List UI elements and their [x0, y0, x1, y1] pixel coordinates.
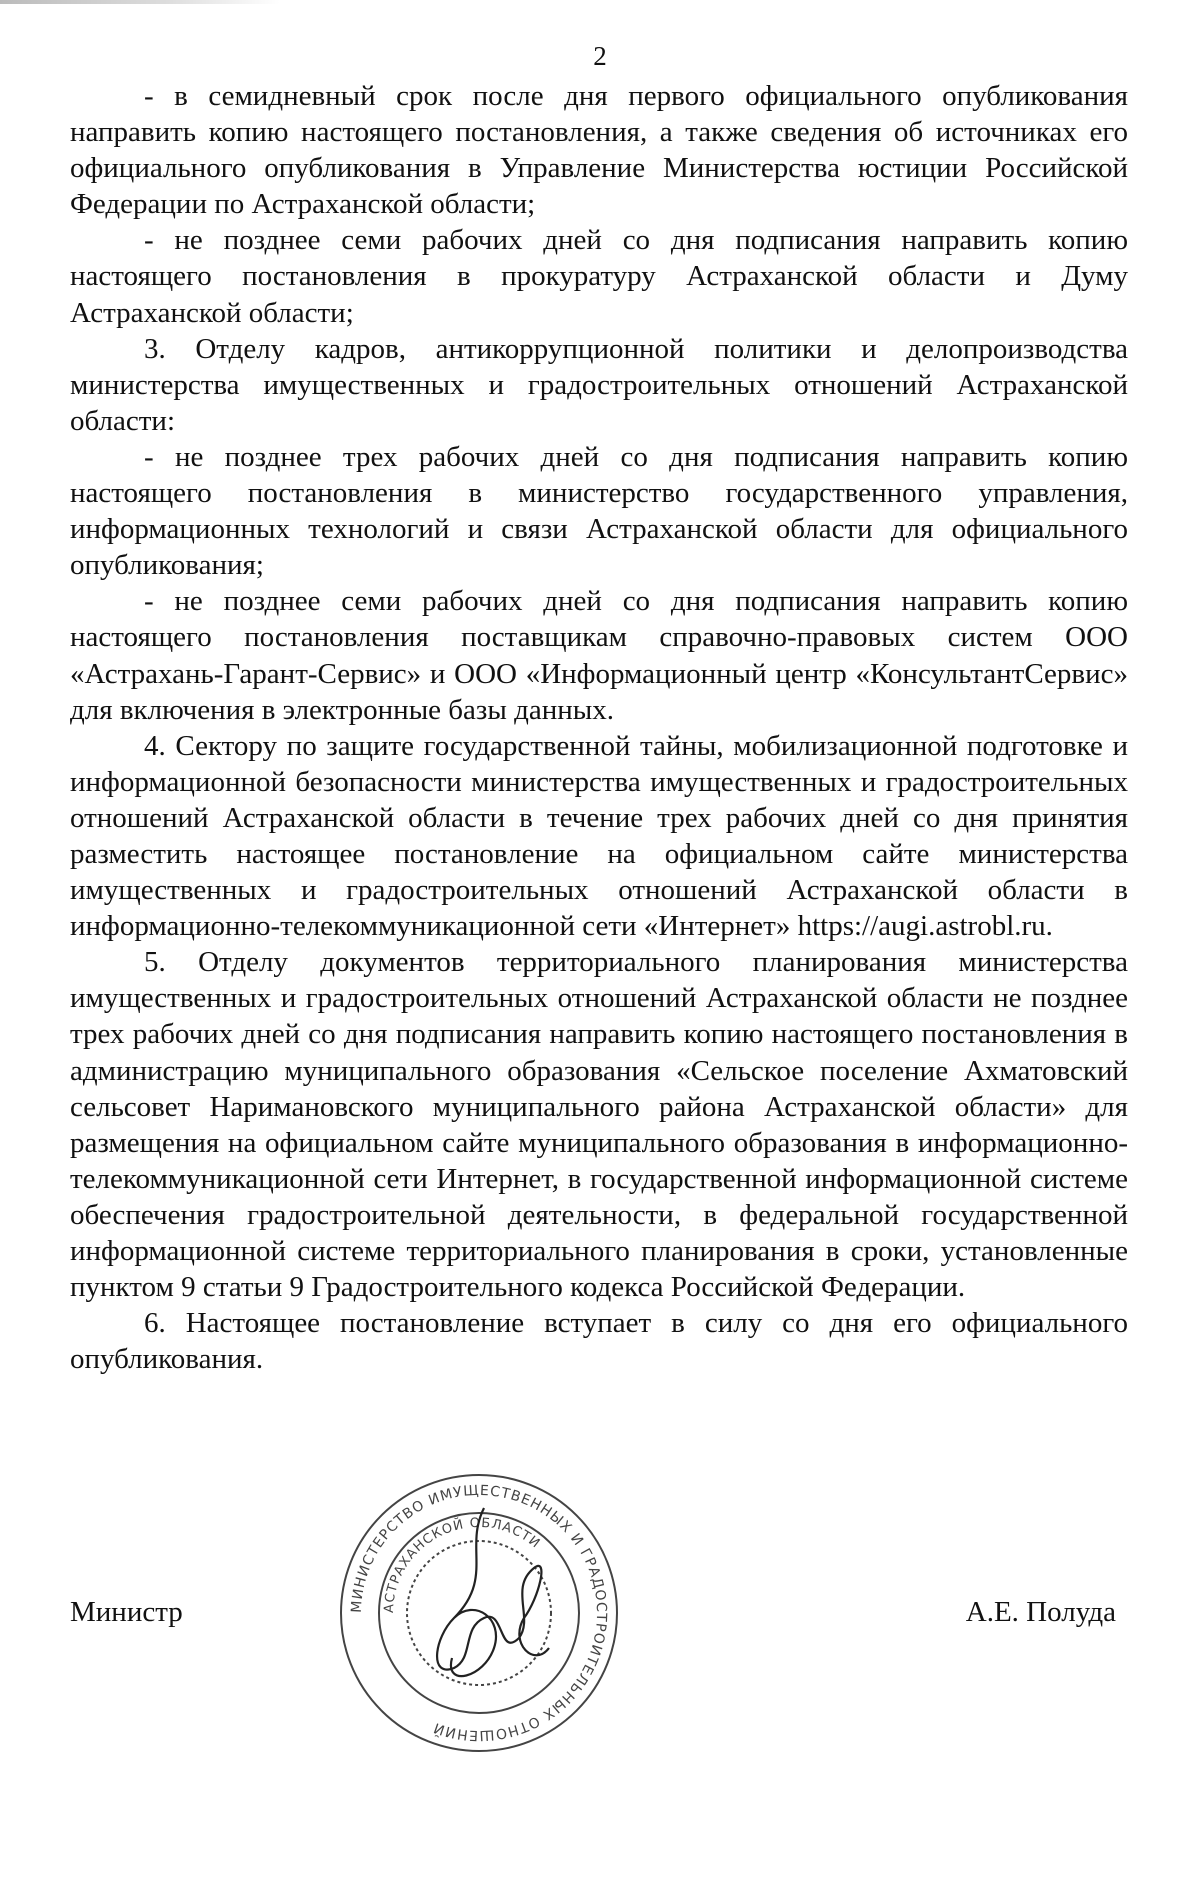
paragraph-prosecutor-copy: - не позднее семи рабочих дней со дня подписания направить копию настоящего постановления в прокуратуру Астраханской области и Думу Астраханской области; — [70, 224, 1128, 329]
document-body — [70, 78, 1128, 1377]
paragraph-legal-systems: - не позднее семи рабочих дней со дня подписания направить копию настоящего постановления поставщикам справочно-правовых систем ООО «Астрахань-Гарант-Сервис» и ООО «Информационный центр «КонсультантСервис» для включения в электронные базы данных. — [70, 585, 1128, 726]
paragraph-official-publication: - не позднее трех рабочих дней со дня подписания направить копию настоящего постановления в министерство государственного управления, информационных технологий и связи Астраханской области для официального опубликования; — [70, 440, 1128, 582]
paragraph-publication-copy: - в семидневный срок после дня первого официального опубликования направить копию настоящего постановления, а также сведения об источниках его официального опубликования в Управление Министерства юстиции Российской Федерации по Астраханской области; — [70, 80, 1128, 221]
official-seal — [334, 1468, 624, 1758]
seal-inner-ring — [407, 1541, 551, 1685]
signatory-name: А.Е. Полуда — [965, 1596, 1116, 1628]
scan-edge-mark — [0, 0, 280, 4]
page-number: 2 — [593, 41, 607, 71]
seal-ring — [379, 1513, 579, 1713]
signatory-title: Министр — [70, 1596, 183, 1628]
paragraph-item-6: 6. Настоящее постановление вступает в силу со дня его официального опубликования. — [70, 1307, 1128, 1376]
paragraph-item-3: 3. Отделу кадров, антикоррупционной политики и делопроизводства министерства имущественных и градостроительных отношений Астраханской области: — [70, 332, 1128, 437]
paragraph-item-4: 4. Сектору по защите государственной тайны, мобилизационной подготовке и информационной безопасности министерства имущественных и градостроительных отношений Астраханской области в течение трех рабочих дней со дня принятия разместить настоящее постановление на официальном сайте министерства имущественных и градостроительных отношений Астраханской области в информационно-телекоммуникационной сети «Интернет» https://augi.astrobl.ru. — [70, 729, 1128, 943]
seal-outer-text: МИНИСТЕРСТВО ИМУЩЕСТВЕННЫХ И ГРАДОСТРОИТЕЛЬНЫХ ОТНОШЕНИЙ — [348, 1482, 610, 1744]
seal-inner-text: АСТРАХАНСКОЙ ОБЛАСТИ — [381, 1515, 544, 1614]
paragraph-item-5: 5. Отделу документов территориального планирования министерства имущественных и градостроительных отношений Астраханской области не позднее трех рабочих дней со дня подписания направить копию настоящего постановления в администрацию муниципального образования «Сельское поселение Ахматовский сельсовет Наримановского муниципального района Астраханской области» для размещения на официальном сайте муниципального образования в информационно-телекоммуникационной сети Интернет, в государственной информационной системе обеспечения градостроительной деятельности, в федеральной государственной информационной системе территориального планирования в сроки, установленные пунктом 9 статьи 9 Градостроительного кодекса Российской Федерации. — [70, 946, 1128, 1304]
